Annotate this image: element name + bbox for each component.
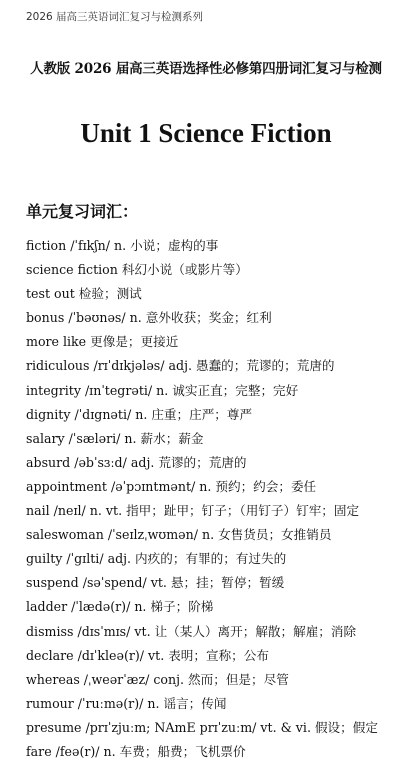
vocab-item: declare /dɪˈkleə(r)/ vt. 表明；宣称；公布 bbox=[26, 647, 269, 663]
vocab-item: bonus /ˈbəʊnəs/ n. 意外收获；奖金；红利 bbox=[26, 310, 272, 326]
vocab-item: presume /prɪˈzjuːm; NAmE prɪˈzuːm/ vt. & vi. 假设；假定 bbox=[26, 719, 378, 735]
vocab-item: whereas /ˌweərˈæz/ conj. 然而；但是；尽管 bbox=[26, 671, 289, 687]
vocab-item: nail /neɪl/ n. vt. 指甲；趾甲；钉子；（用钉子）钉牢；固定 bbox=[26, 503, 360, 519]
vocab-item: fiction /ˈfɪkʃn/ n. 小说；虚构的事 bbox=[26, 238, 219, 253]
document-title: 人教版 2026 届高三英语选择性必修第四册词汇复习与检测 bbox=[30, 61, 382, 77]
vocab-item: absurd /əbˈsɜːd/ adj. 荒谬的；荒唐的 bbox=[26, 454, 247, 470]
section-heading: 单元复习词汇： bbox=[26, 202, 139, 221]
vocab-item: ridiculous /rɪˈdɪkjələs/ adj. 愚蠢的；荒谬的；荒唐的 bbox=[26, 358, 335, 374]
vocab-item: rumour /ˈruːmə(r)/ n. 谣言；传闻 bbox=[26, 695, 227, 711]
series-header: 2026 届高三英语词汇复习与检测系列 bbox=[26, 11, 204, 23]
vocab-item: saleswoman /ˈseɪlzˌwʊmən/ n. 女售货员；女推销员 bbox=[26, 527, 332, 543]
vocab-item: integrity /ɪnˈtegrəti/ n. 诚实正直；完整；完好 bbox=[26, 382, 299, 398]
vocab-item: science fiction 科幻小说（或影片等） bbox=[26, 262, 248, 278]
vocab-item: appointment /əˈpɔɪntmənt/ n. 预约；约会；委任 bbox=[26, 478, 317, 494]
vocab-item: more like 更像是；更接近 bbox=[26, 334, 179, 350]
vocabulary-list bbox=[26, 234, 410, 764]
unit-title: Unit 1 Science Fiction bbox=[80, 118, 332, 148]
vocab-item: dismiss /dɪsˈmɪs/ vt. 让（某人）离开；解散；解雇；消除 bbox=[26, 623, 357, 639]
vocab-item: dignity /ˈdɪgnəti/ n. 庄重；庄严；尊严 bbox=[26, 406, 253, 422]
vocab-item: guilty /ˈgɪlti/ adj. 内疚的；有罪的；有过失的 bbox=[26, 551, 287, 567]
vocab-item: fare /feə(r)/ n. 车费；船费；飞机票价 bbox=[26, 743, 246, 759]
vocab-item: ladder /ˈlædə(r)/ n. 梯子；阶梯 bbox=[26, 599, 214, 615]
vocab-item: salary /ˈsæləri/ n. 薪水；薪金 bbox=[26, 430, 204, 446]
vocab-item: suspend /səˈspend/ vt. 悬；挂；暂停；暂缓 bbox=[26, 575, 285, 591]
vocab-item: test out 检验；测试 bbox=[26, 286, 142, 302]
